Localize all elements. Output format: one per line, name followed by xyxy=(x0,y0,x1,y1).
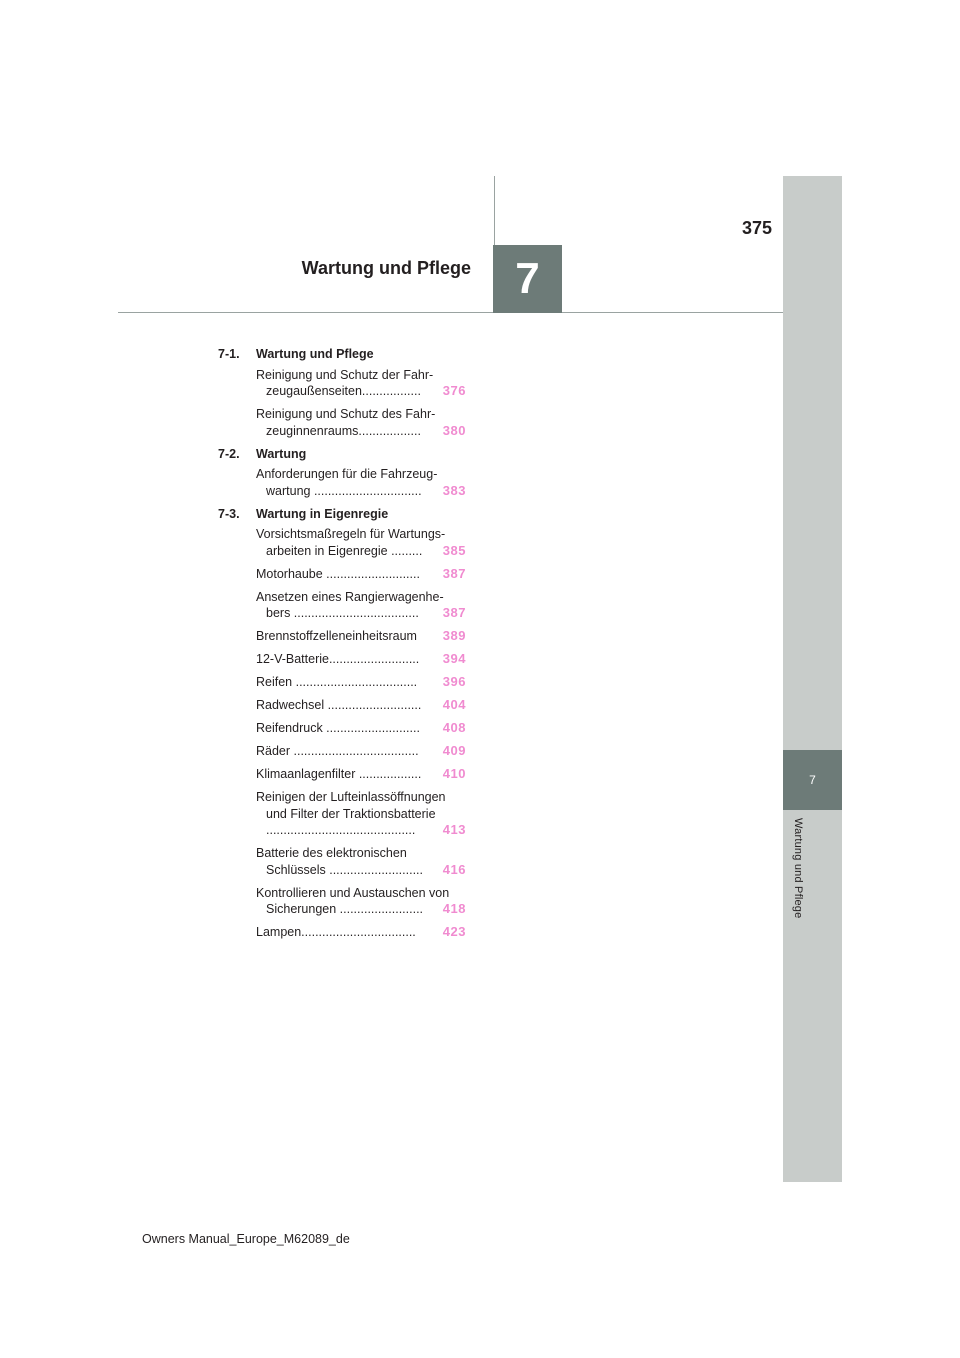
chapter-number-box: 7 xyxy=(493,245,562,313)
toc-entry-text: und Filter der Traktionsbatterie xyxy=(266,806,436,821)
toc-entry[interactable] xyxy=(218,406,478,439)
section-number: 7-1. xyxy=(218,347,240,361)
toc-entry-last-line xyxy=(256,697,478,714)
table-of-contents xyxy=(218,346,478,947)
toc-entry[interactable] xyxy=(218,885,478,918)
page-reference-link[interactable]: 396 xyxy=(442,674,466,689)
toc-entry[interactable] xyxy=(218,743,478,760)
toc-entry-last-line xyxy=(256,766,478,783)
page-reference-link[interactable]: 387 xyxy=(442,605,466,620)
section-title: Wartung xyxy=(256,446,307,461)
page-reference-link[interactable]: 404 xyxy=(442,697,466,712)
toc-entry-text: bers .................................... xyxy=(266,606,419,620)
side-chapter-tab[interactable]: 7 xyxy=(783,750,842,810)
toc-entry-last-line xyxy=(256,628,478,645)
section-number: 7-2. xyxy=(218,446,240,461)
section-number: 7-3. xyxy=(218,506,240,521)
toc-entry-text: Brennstoffzelleneinheitsraum xyxy=(256,629,417,643)
page-reference-link[interactable]: 409 xyxy=(442,743,466,758)
toc-entry-text: Reinigung und Schutz des Fahr- xyxy=(256,407,436,421)
toc-entry-text: ........................................... xyxy=(266,823,416,837)
toc-entry-text: zeuginnenraums.................. xyxy=(266,423,421,438)
toc-entry[interactable] xyxy=(218,651,478,668)
toc-section-heading[interactable] xyxy=(218,506,478,523)
toc-entry-last-line xyxy=(256,423,478,440)
toc-entry-text: 12-V-Batterie.......................... xyxy=(256,652,420,666)
toc-entry[interactable] xyxy=(218,697,478,714)
side-strip xyxy=(783,176,842,1182)
toc-entry[interactable] xyxy=(218,589,478,622)
toc-entry-text: Motorhaube ........................... xyxy=(256,566,420,581)
page-reference-link[interactable]: 394 xyxy=(442,651,466,666)
toc-entry-text: Klimaanlagenfilter .................. xyxy=(256,767,422,781)
page-reference-link[interactable]: 423 xyxy=(442,924,466,939)
toc-entry-text: Reinigen der Lufteinlassöffnungen xyxy=(256,790,446,804)
toc-entry-last-line xyxy=(256,674,478,691)
toc-entry[interactable] xyxy=(218,466,478,499)
toc-entry[interactable] xyxy=(218,720,478,737)
header-divider-horizontal xyxy=(118,312,783,313)
toc-entry-text: wartung ............................... xyxy=(266,483,422,498)
page-reference-link[interactable]: 418 xyxy=(442,901,466,916)
toc-entry-text: Schlüssels ........................... xyxy=(266,862,423,877)
toc-entry-last-line xyxy=(256,651,478,668)
page-reference-link[interactable]: 383 xyxy=(442,482,466,498)
toc-entry-text: Ansetzen eines Rangierwagenhe- xyxy=(256,589,444,604)
toc-entry-text: Reinigung und Schutz der Fahr- xyxy=(256,367,434,382)
toc-entry[interactable] xyxy=(218,845,478,878)
toc-entry-last-line xyxy=(256,605,478,622)
toc-entry-last-line xyxy=(256,383,478,400)
toc-entry-last-line xyxy=(256,566,478,583)
toc-entry-text: Sicherungen ........................ xyxy=(266,902,424,916)
page-reference-link[interactable]: 387 xyxy=(442,565,466,581)
chapter-title: Wartung und Pflege xyxy=(301,258,471,278)
side-chapter-title: Wartung und Pflege xyxy=(792,818,804,919)
toc-entry-last-line xyxy=(256,901,478,918)
toc-entry-text: Räder .................................... xyxy=(256,744,419,758)
toc-entry[interactable] xyxy=(218,674,478,691)
page-reference-link[interactable]: 380 xyxy=(442,422,466,438)
toc-entry-text: Anforderungen für die Fahrzeug- xyxy=(256,467,438,481)
toc-entry-last-line xyxy=(256,483,478,500)
page-reference-link[interactable]: 389 xyxy=(442,628,466,643)
toc-entry-last-line xyxy=(256,543,478,560)
toc-entry-text: Vorsichtsmaßregeln für Wartungs- xyxy=(256,527,446,541)
toc-entry[interactable] xyxy=(218,766,478,783)
toc-entry-last-line xyxy=(256,720,478,737)
toc-entry[interactable] xyxy=(218,628,478,645)
toc-entry-last-line xyxy=(256,822,478,839)
footer-text: Owners Manual_Europe_M62089_de xyxy=(142,1232,350,1246)
toc-section-heading[interactable] xyxy=(218,446,478,463)
page-reference-link[interactable]: 385 xyxy=(442,542,466,558)
toc-entry-last-line xyxy=(256,743,478,760)
toc-entry-text: arbeiten in Eigenregie ......... xyxy=(266,543,423,558)
toc-section-heading[interactable] xyxy=(218,346,478,363)
toc-entry[interactable] xyxy=(218,367,478,400)
toc-entry[interactable] xyxy=(218,924,478,941)
toc-entry[interactable] xyxy=(218,566,478,583)
toc-entry-text: Reifen ................................... xyxy=(256,675,418,689)
toc-entry-text: Radwechsel ........................... xyxy=(256,698,422,712)
page-reference-link[interactable]: 416 xyxy=(442,861,466,877)
page-number: 375 xyxy=(741,218,772,238)
section-title: Wartung in Eigenregie xyxy=(256,506,389,521)
page-reference-link[interactable]: 408 xyxy=(442,720,466,735)
header-divider-vertical xyxy=(494,176,495,246)
toc-entry-text: zeugaußenseiten................. xyxy=(266,384,421,398)
toc-entry-last-line xyxy=(256,862,478,879)
page-reference-link[interactable]: 376 xyxy=(442,383,466,398)
toc-entry-text: Reifendruck ........................... xyxy=(256,721,420,735)
section-title: Wartung und Pflege xyxy=(256,347,374,361)
page-reference-link[interactable]: 410 xyxy=(442,766,466,781)
toc-entry-last-line xyxy=(256,924,478,941)
page-reference-link[interactable]: 413 xyxy=(442,822,466,837)
toc-entry[interactable] xyxy=(218,526,478,559)
toc-entry-text: Lampen................................. xyxy=(256,925,416,939)
toc-entry[interactable] xyxy=(218,789,478,839)
toc-entry-text: Kontrollieren und Austauschen von xyxy=(256,885,450,900)
toc-entry-text: Batterie des elektronischen xyxy=(256,846,407,860)
